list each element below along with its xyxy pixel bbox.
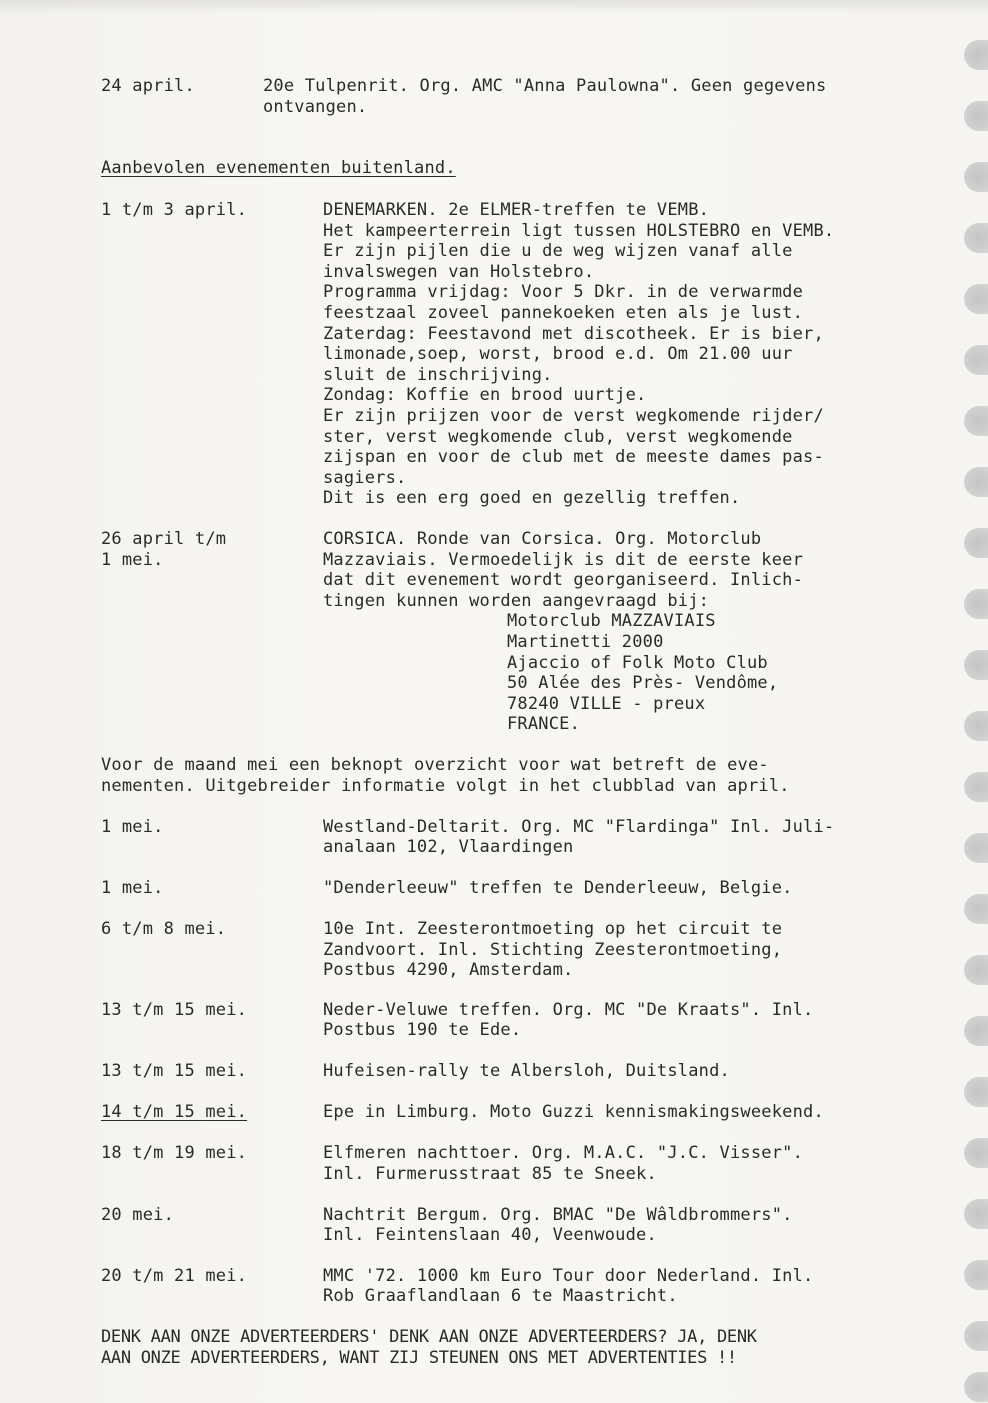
event-text-line: "Denderleeuw" treffen te Denderleeuw, Belgie. <box>323 878 793 898</box>
footer-line: AAN ONZE ADVERTEERDERS, WANT ZIJ STEUNEN ONS MET ADVERTENTIES !! <box>101 1348 737 1368</box>
binder-hole <box>964 223 988 253</box>
event-text-line: Mazzaviais. Vermoedelijk is dit de eerste keer <box>323 550 804 570</box>
event-date: 18 t/m 19 mei. <box>101 1143 248 1163</box>
event-text-line: CORSICA. Ronde van Corsica. Org. Motorclub <box>323 529 762 549</box>
event-text-line: 20e Tulpenrit. Org. AMC "Anna Paulowna". Geen gegevens <box>263 76 827 96</box>
event-date: 14 t/m 15 mei. <box>101 1102 248 1122</box>
event-text-line: ster, verst wegkomende club, verst wegkomende <box>323 427 793 447</box>
event-date: 1 mei. <box>101 878 164 898</box>
binder-hole <box>964 650 988 680</box>
event-text-line: Neder-Veluwe treffen. Org. MC "De Kraats". Inl. <box>323 1000 814 1020</box>
event-text-line: sluit de inschrijving. <box>323 365 553 385</box>
binder-hole <box>964 162 988 192</box>
event-text-line: Dit is een erg goed en gezellig treffen. <box>323 488 741 508</box>
binder-hole <box>964 711 988 741</box>
binder-hole <box>964 101 988 131</box>
event-text-line: Inl. Feintenslaan 40, Veenwoude. <box>323 1225 657 1245</box>
binder-hole <box>964 1260 988 1290</box>
event-date: 6 t/m 8 mei. <box>101 919 227 939</box>
event-text-line: Hufeisen-rally te Albersloh, Duitsland. <box>323 1061 730 1081</box>
binder-hole <box>964 833 988 863</box>
address-line: 78240 VILLE - preux <box>507 694 706 714</box>
event-text-line: invalswegen van Holstebro. <box>323 262 595 282</box>
binder-hole <box>964 1077 988 1107</box>
event-date: 13 t/m 15 mei. <box>101 1061 248 1081</box>
binder-hole <box>964 1372 988 1402</box>
address-line: 50 Alée des Près- Vendôme, <box>507 673 779 693</box>
event-text-line: MMC '72. 1000 km Euro Tour door Nederland. Inl. <box>323 1266 814 1286</box>
binder-hole <box>964 284 988 314</box>
event-text-line: Postbus 190 te Ede. <box>323 1020 522 1040</box>
address-line: Ajaccio of Folk Moto Club <box>507 653 768 673</box>
event-date: 1 t/m 3 april. <box>101 200 248 220</box>
binder-hole <box>964 1321 988 1351</box>
binder-hole <box>964 772 988 802</box>
event-text-line: Elfmeren nachttoer. Org. M.A.C. "J.C. Visser". <box>323 1143 804 1163</box>
binder-hole <box>964 528 988 558</box>
binder-hole <box>964 1138 988 1168</box>
binder-hole <box>964 955 988 985</box>
event-date: 24 april. <box>101 76 195 96</box>
event-text-line: DENEMARKEN. 2e ELMER-treffen te VEMB. <box>323 200 710 220</box>
event-text-line: tingen kunnen worden aangevraagd bij: <box>323 591 710 611</box>
event-text-line: feestzaal zoveel pannekoeken eten als je lust. <box>323 303 804 323</box>
event-text-line: Epe in Limburg. Moto Guzzi kennismakingsweekend. <box>323 1102 824 1122</box>
binder-hole <box>964 345 988 375</box>
address-line: Motorclub MAZZAVIAIS <box>507 611 716 631</box>
footer-line: DENK AAN ONZE ADVERTEERDERS' DENK AAN ONZE ADVERTEERDERS? JA, DENK <box>101 1327 757 1347</box>
binder-hole <box>964 1016 988 1046</box>
paragraph-line: Voor de maand mei een beknopt overzicht voor wat betreft de eve- <box>101 755 769 775</box>
event-date: 1 mei. <box>101 550 164 570</box>
event-date: 13 t/m 15 mei. <box>101 1000 248 1020</box>
event-date: 1 mei. <box>101 817 164 837</box>
event-text-line: zijspan en voor de club met de meeste dames pas- <box>323 447 824 467</box>
binder-hole <box>964 1199 988 1229</box>
address-line: FRANCE. <box>507 714 581 734</box>
event-text-line: Zaterdag: Feestavond met discotheek. Er is bier, <box>323 324 824 344</box>
binder-hole <box>964 894 988 924</box>
event-text-line: Inl. Furmerusstraat 85 te Sneek. <box>323 1164 657 1184</box>
event-text-line: Er zijn prijzen voor de verst wegkomende rijder/ <box>323 406 824 426</box>
event-text-line: 10e Int. Zeesterontmoeting op het circuit te <box>323 919 783 939</box>
event-text-line: sagiers. <box>323 468 407 488</box>
binder-hole <box>964 406 988 436</box>
event-text-line: Er zijn pijlen die u de weg wijzen vanaf alle <box>323 241 793 261</box>
event-date: 20 mei. <box>101 1205 175 1225</box>
event-text-line: ontvangen. <box>263 97 368 117</box>
event-text-line: Postbus 4290, Amsterdam. <box>323 960 574 980</box>
event-text-line: Zandvoort. Inl. Stichting Zeesterontmoeting, <box>323 940 783 960</box>
event-text-line: Westland-Deltarit. Org. MC "Flardinga" Inl. Juli- <box>323 817 835 837</box>
scan-edge <box>0 0 988 14</box>
address-line: Martinetti 2000 <box>507 632 664 652</box>
paragraph-line: nementen. Uitgebreider informatie volgt in het clubblad van april. <box>101 776 790 796</box>
event-text-line: limonade,soep, worst, brood e.d. Om 21.00 uur <box>323 344 793 364</box>
event-text-line: Nachtrit Bergum. Org. BMAC "De Wâldbrommers". <box>323 1205 793 1225</box>
binder-holes <box>958 40 988 1400</box>
event-text-line: dat dit evenement wordt georganiseerd. Inlich- <box>323 570 804 590</box>
event-text-line: Het kampeerterrein ligt tussen HOLSTEBRO en VEMB. <box>323 221 835 241</box>
event-text-line: Rob Graaflandlaan 6 te Maastricht. <box>323 1286 678 1306</box>
event-date: 20 t/m 21 mei. <box>101 1266 248 1286</box>
event-text-line: Programma vrijdag: Voor 5 Dkr. in de verwarmde <box>323 282 804 302</box>
binder-hole <box>964 467 988 497</box>
section-heading: Aanbevolen evenementen buitenland. <box>101 158 456 178</box>
event-date: 26 april t/m <box>101 529 227 549</box>
event-text-line: analaan 102, Vlaardingen <box>323 837 574 857</box>
binder-hole <box>964 40 988 70</box>
binder-hole <box>964 589 988 619</box>
event-text-line: Zondag: Koffie en brood uurtje. <box>323 385 647 405</box>
